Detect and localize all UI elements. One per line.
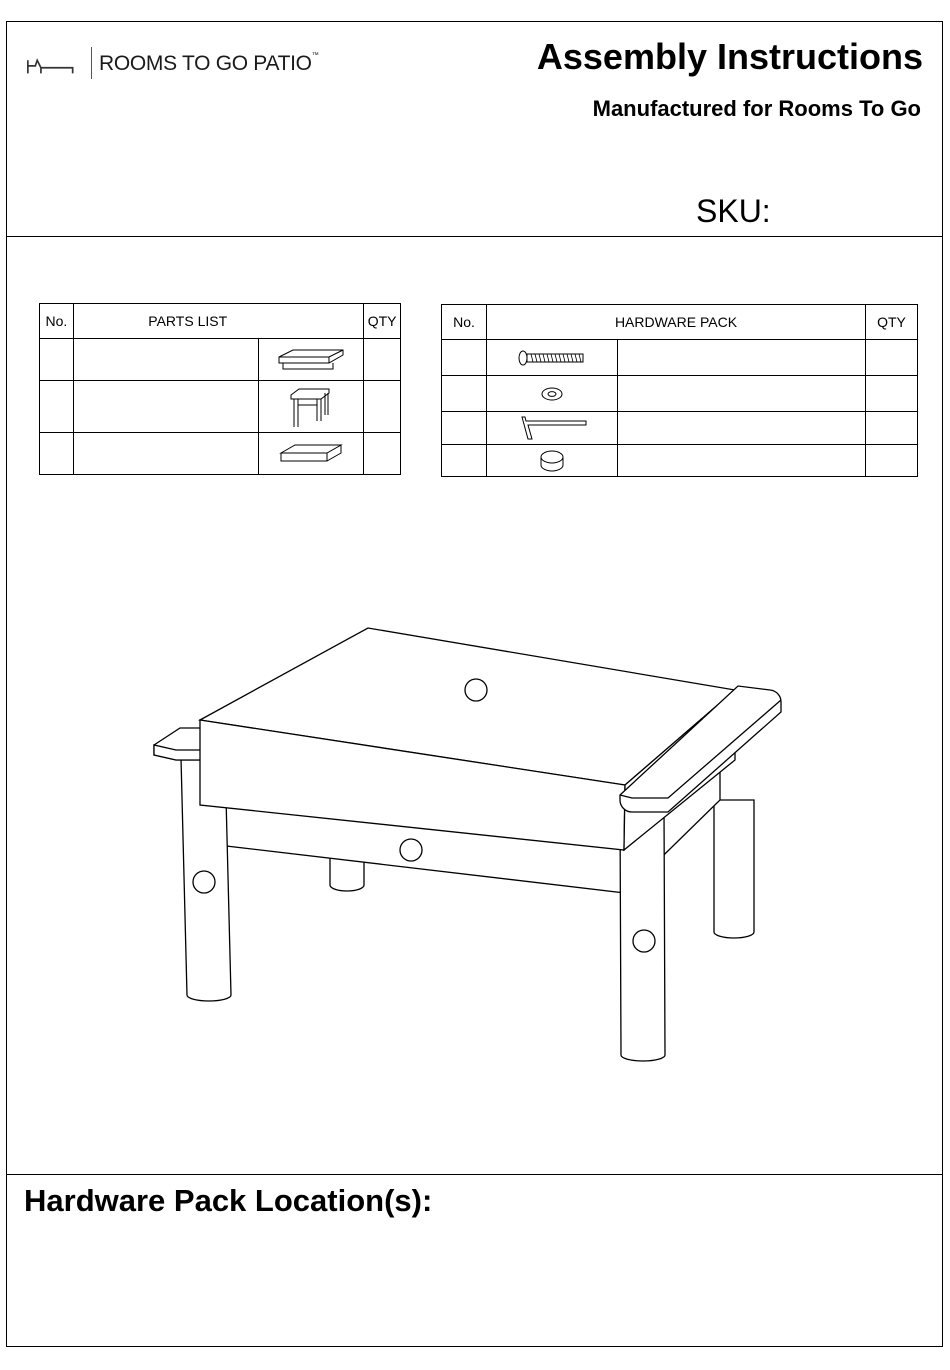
page-subtitle: Manufactured for Rooms To Go [592, 96, 921, 121]
table-row [442, 445, 918, 477]
footer-divider [6, 1174, 943, 1175]
page-title: Assembly Instructions [536, 36, 923, 77]
parts-col-qty: QTY [364, 304, 401, 339]
cushion-icon [279, 441, 343, 467]
header-divider [6, 236, 943, 237]
allen-wrench-icon [512, 413, 592, 443]
lounge-chair-logo-icon [26, 46, 82, 82]
table-row [40, 381, 401, 433]
hw-col-name: HARDWARE PACK [487, 305, 866, 340]
leg-frame-icon [289, 385, 333, 429]
washer-icon [539, 384, 565, 404]
parts-col-no: No. [40, 304, 74, 339]
brand-name: ROOMS TO GO PATIO™ [99, 52, 319, 75]
table-row [40, 339, 401, 381]
hw-col-no: No. [442, 305, 487, 340]
table-row [442, 412, 918, 445]
bolt-icon [517, 349, 587, 367]
tray-top-icon [275, 347, 347, 373]
sku-label: SKU: [696, 193, 771, 229]
parts-list-table [39, 303, 401, 475]
parts-col-name: PARTS LIST [73, 304, 363, 339]
table-row [40, 433, 401, 475]
hardware-pack-table [441, 304, 918, 477]
table-row [442, 376, 918, 412]
hardware-pack-location-label: Hardware Pack Location(s): [24, 1183, 433, 1218]
foot-glide-icon [537, 447, 567, 475]
logo-divider [91, 47, 92, 79]
hw-col-qty: QTY [866, 305, 918, 340]
table-row [442, 340, 918, 376]
ottoman-table-illustration [140, 615, 800, 1075]
